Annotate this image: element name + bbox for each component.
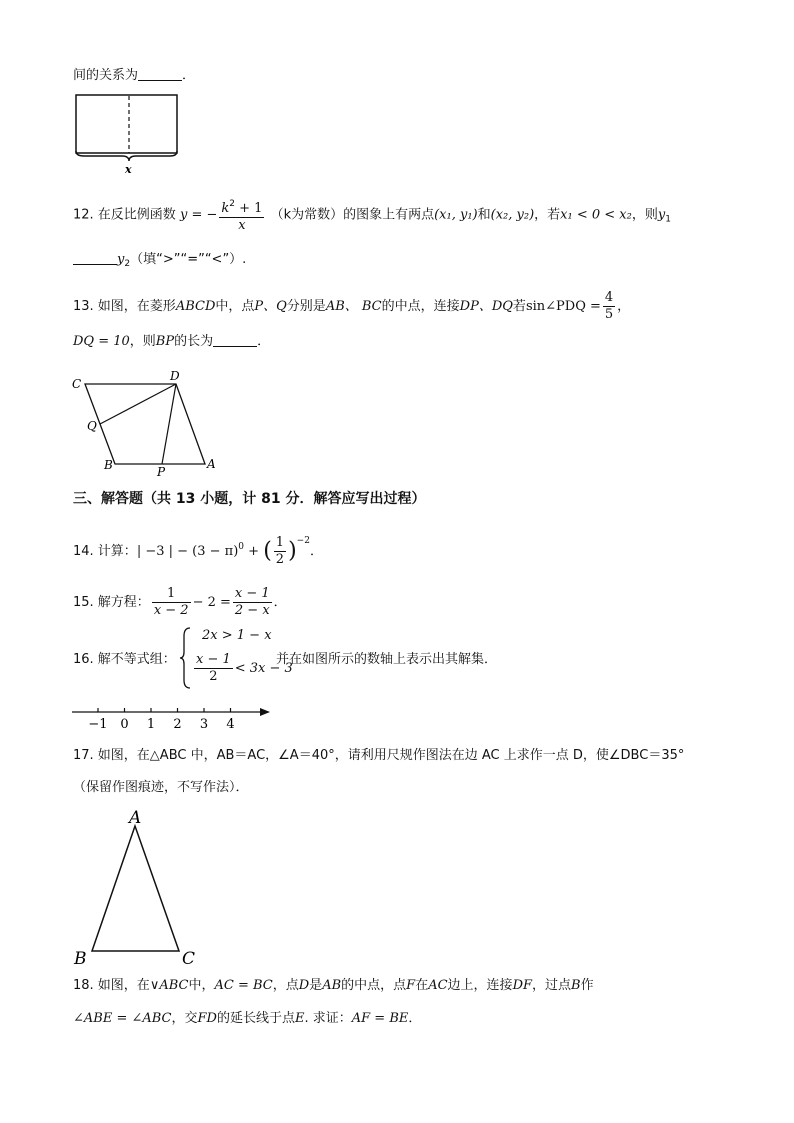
fig-label-x: x <box>125 163 132 176</box>
q13-fraction: $\frac{4}{5}$ <box>604 290 614 322</box>
q12-fraction: $\frac{k^2 + 1}{x}$ <box>219 196 264 234</box>
tick-label: 0 <box>120 717 129 732</box>
tick-label: 3 <box>199 717 209 732</box>
q16-inequality-2: $\frac{x - 1}{2}$ < 3x − 3 <box>196 652 293 684</box>
q14-fraction: $\frac{1}{2}$ <box>275 535 285 567</box>
label-c: C <box>72 377 82 391</box>
segment-dq <box>100 384 176 424</box>
q16-label: 16. 解不等式组： <box>73 652 176 667</box>
label-b: B <box>104 458 113 472</box>
segment-dp <box>162 384 176 464</box>
label-p: P <box>157 465 166 479</box>
q16-system-brace <box>180 626 192 690</box>
q17-triangle-figure <box>72 806 212 968</box>
q13-rhombus-figure <box>66 368 226 478</box>
q11-text: 间的关系为 ． <box>73 68 196 83</box>
q15-text: 15. 解方程： $\frac{1}{x - 2}$ − 2 = $\frac{x - 1}{2 - x}$ ． <box>73 586 287 618</box>
q18-line1: 18. 如图，在∨ABC中，AC = BC，点D是AB的中点，点F在AC边上，连接DF，过点B作 <box>73 978 594 993</box>
tick-label: 2 <box>173 717 182 732</box>
tick-label: −1 <box>88 717 108 732</box>
label-a: A <box>207 457 216 471</box>
triangle-abc <box>92 826 179 951</box>
rhombus-abcd <box>85 384 205 464</box>
q16-fraction: $\frac{x - 1}{2}$ <box>196 652 231 684</box>
label-a: A <box>129 808 142 828</box>
q15-fraction-right: $\frac{x - 1}{2 - x}$ <box>234 586 270 618</box>
section-title: 三、解答题（共 13 小题，计 81 分．解答应写出过程） <box>73 491 426 507</box>
q16-inequality-1: 2x > 1 − x <box>202 628 272 643</box>
label-d: D <box>170 369 180 383</box>
answer-blank <box>73 250 117 265</box>
q15-fraction-left: $\frac{1}{x - 2}$ <box>153 586 189 618</box>
q12-text: 12. 在反比例函数 y = − $\frac{k^2 + 1}{x}$ （k为常数）的图象上有两点(x₁, y₁)和(x₂, y₂)，若x₁ < 0 < x₂，则$y_1$ <box>73 196 671 234</box>
tick-label: 4 <box>226 717 235 732</box>
label-q: Q <box>87 419 97 433</box>
q16-number-line <box>70 702 275 732</box>
q12-text-line2: $y_2$（填“>”“=”“<”）. <box>73 250 246 274</box>
q13-text-line2: DQ = 10，则BP的长为 ． <box>73 334 271 349</box>
label-b: B <box>74 949 87 969</box>
q11-rectangle-figure <box>74 93 184 175</box>
number-line-arrow <box>260 708 270 716</box>
tick-label: 1 <box>146 717 156 732</box>
answer-blank <box>213 332 257 347</box>
paren-close: ) <box>288 538 297 564</box>
q17-line2: （保留作图痕迹，不写作法）． <box>73 780 249 795</box>
q17-line1: 17. 如图，在△ABC 中，AB＝AC，∠A＝40°，请利用尺规作图法在边 AC 上求作一点 D，使∠DBC＝35° <box>73 748 685 763</box>
fig-rect <box>76 95 177 153</box>
q18-line2: ∠ABE = ∠ABC，交FD的延长线于点E. 求证：AF = BE． <box>73 1011 422 1026</box>
q14-text: 14. 计算：| −3 | − $(3 - \pi)^0$ + ( $\frac{1}{2}$ )$^{-2}$． <box>73 535 323 567</box>
answer-blank <box>138 66 182 81</box>
q13-text: 13. 如图，在菱形ABCD中，点P、Q分别是AB、 BC的中点，连接DP、DQ若sin∠PDQ = $\frac{4}{5}$ ， <box>73 290 631 322</box>
q16-tail: 并在如图所示的数轴上表示出其解集． <box>276 652 498 667</box>
label-c: C <box>182 949 196 969</box>
paren-open: ( <box>263 538 272 564</box>
